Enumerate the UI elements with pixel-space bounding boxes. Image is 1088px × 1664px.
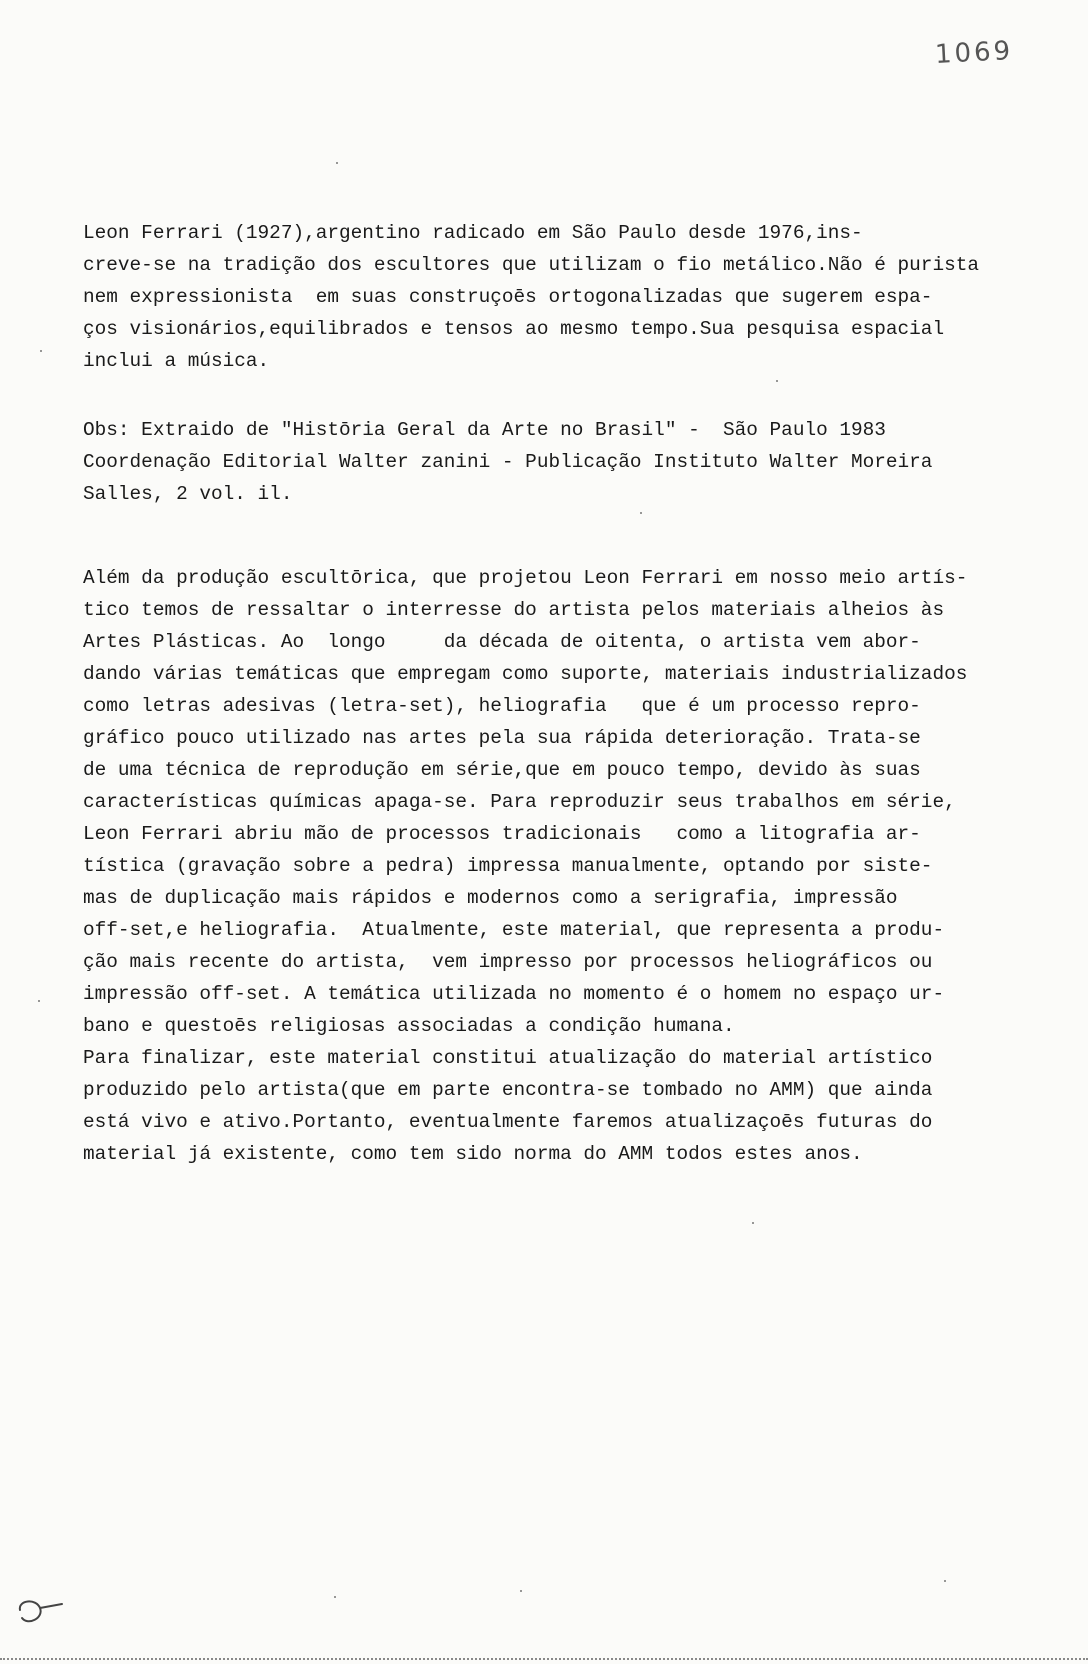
text-line: Salles, 2 vol. il. [83, 483, 293, 505]
scan-speck [334, 1596, 336, 1598]
text-line: off-set,e heliografia. Atualmente, este material, que representa a produ- [83, 919, 945, 941]
text-line: gráfico pouco utilizado nas artes pela sua rápida deterioração. Trata-se [83, 727, 921, 749]
text-line: de uma técnica de reprodução em série,que em pouco tempo, devido às suas [83, 759, 921, 781]
text-line: Para finalizar, este material constitui atualização do material artístico [83, 1047, 933, 1069]
scan-speck [336, 162, 338, 164]
text-line: ços visionários,equilibrados e tensos ao mesmo tempo.Sua pesquisa espacial [83, 318, 945, 340]
handwritten-page-number: 1069 [934, 35, 1014, 71]
text-line: produzido pelo artista(que em parte encontra-se tombado no AMM) que ainda [83, 1079, 933, 1101]
scan-speck [640, 512, 642, 514]
text-line: dando várias temáticas que empregam como suporte, materiais industrializados [83, 663, 968, 685]
scan-speck [776, 380, 778, 382]
scan-speck [752, 1222, 754, 1224]
text-line: material já existente, como tem sido norma do AMM todos estes anos. [83, 1143, 863, 1165]
text-line: Leon Ferrari (1927),argentino radicado em São Paulo desde 1976,ins- [83, 222, 863, 244]
text-line: ção mais recente do artista, vem impresso por processos heliográficos ou [83, 951, 933, 973]
paragraph-obs [83, 414, 1083, 510]
text-line: Coordenação Editorial Walter zanini - Publicação Instituto Walter Moreira [83, 451, 933, 473]
text-line: Obs: Extraido de "Histōria Geral da Arte no Brasil" - São Paulo 1983 [83, 419, 886, 441]
text-line: características químicas apaga-se. Para reproduzir seus trabalhos em série, [83, 791, 956, 813]
text-line: Artes Plásticas. Ao longo da década de oitenta, o artista vem abor- [83, 631, 921, 653]
text-line: tico temos de ressaltar o interresse do artista pelos materiais alheios às [83, 599, 945, 621]
handwritten-mark-icon [14, 1592, 70, 1632]
scan-speck [944, 1580, 946, 1582]
paragraph-body [83, 562, 1083, 1170]
text-line: como letras adesivas (letra-set), heliografia que é um processo repro- [83, 695, 921, 717]
text-line: impressão off-set. A temática utilizada no momento é o homem no espaço ur- [83, 983, 945, 1005]
text-line: está vivo e ativo.Portanto, eventualmente faremos atualizaçoēs futuras do [83, 1111, 933, 1133]
text-line: inclui a música. [83, 350, 270, 372]
text-line: Além da produção escultōrica, que projetou Leon Ferrari em nosso meio artís- [83, 567, 968, 589]
text-line: creve-se na tradição dos escultores que utilizam o fio metálico.Não é purista [83, 254, 979, 276]
scan-speck [38, 1000, 40, 1002]
scan-edge [0, 1658, 1088, 1660]
paragraph-intro [83, 217, 1083, 377]
text-line: mas de duplicação mais rápidos e modernos como a serigrafia, impressão [83, 887, 898, 909]
scan-speck [40, 350, 42, 352]
text-line: Leon Ferrari abriu mão de processos tradicionais como a litografia ar- [83, 823, 921, 845]
scan-speck [520, 1590, 522, 1592]
text-line: bano e questoēs religiosas associadas a condição humana. [83, 1015, 735, 1037]
text-line: tística (gravação sobre a pedra) impressa manualmente, optando por siste- [83, 855, 933, 877]
text-line: nem expressionista em suas construçoēs ortogonalizadas que sugerem espa- [83, 286, 933, 308]
